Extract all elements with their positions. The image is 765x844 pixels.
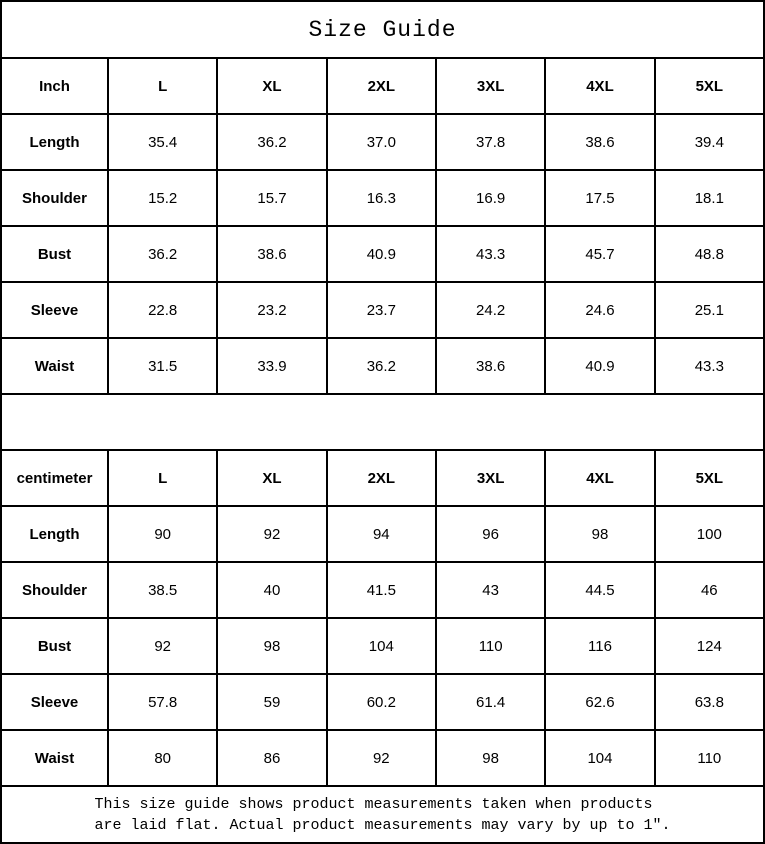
measurement-cell: 124: [655, 618, 764, 674]
measurement-cell: 35.4: [108, 114, 217, 170]
table-row-waist-cm: [1, 730, 764, 786]
measurement-cell: 22.8: [108, 282, 217, 338]
size-header-cell: 3XL: [436, 58, 545, 114]
measurement-cell: 24.2: [436, 282, 545, 338]
measurement-cell: 63.8: [655, 674, 764, 730]
row-label: Bust: [1, 226, 108, 282]
measurement-cell: 15.7: [217, 170, 326, 226]
size-header-cell: 4XL: [545, 450, 654, 506]
measurement-cell: 38.6: [436, 338, 545, 394]
size-header-cell: 2XL: [327, 58, 436, 114]
measurement-cell: 98: [217, 618, 326, 674]
measurement-cell: 17.5: [545, 170, 654, 226]
row-label: Sleeve: [1, 282, 108, 338]
size-header-cell: 4XL: [545, 58, 654, 114]
measurement-cell: 98: [545, 506, 654, 562]
table-row-bust-inch: [1, 226, 764, 282]
measurement-cell: 98: [436, 730, 545, 786]
table-row-sleeve-cm: [1, 674, 764, 730]
measurement-cell: 57.8: [108, 674, 217, 730]
measurement-cell: 38.6: [545, 114, 654, 170]
row-label: Length: [1, 114, 108, 170]
measurement-cell: 38.5: [108, 562, 217, 618]
measurement-cell: 44.5: [545, 562, 654, 618]
measurement-cell: 40: [217, 562, 326, 618]
measurement-cell: 43.3: [436, 226, 545, 282]
table-row-length-cm: [1, 506, 764, 562]
measurement-cell: 100: [655, 506, 764, 562]
measurement-cell: 39.4: [655, 114, 764, 170]
measurement-cell: 46: [655, 562, 764, 618]
measurement-cell: 92: [108, 618, 217, 674]
measurement-cell: 116: [545, 618, 654, 674]
unit-label-centimeter: centimeter: [1, 450, 108, 506]
measurement-cell: 62.6: [545, 674, 654, 730]
measurement-cell: 90: [108, 506, 217, 562]
size-header-cell: 2XL: [327, 450, 436, 506]
footer-row: [1, 786, 764, 843]
size-header-cell: 5XL: [655, 450, 764, 506]
size-header-cell: XL: [217, 450, 326, 506]
measurement-cell: 96: [436, 506, 545, 562]
table-row-length-inch: [1, 114, 764, 170]
size-header-cell: XL: [217, 58, 326, 114]
measurement-cell: 36.2: [327, 338, 436, 394]
measurement-cell: 25.1: [655, 282, 764, 338]
footer-note-line-1: This size guide shows product measurements taken when products: [94, 795, 653, 813]
measurement-cell: 86: [217, 730, 326, 786]
page-title: Size Guide: [1, 1, 764, 58]
measurement-cell: 45.7: [545, 226, 654, 282]
measurement-cell: 104: [327, 618, 436, 674]
measurement-cell: 18.1: [655, 170, 764, 226]
measurement-cell: 60.2: [327, 674, 436, 730]
size-header-cell: L: [108, 450, 217, 506]
measurement-cell: 36.2: [108, 226, 217, 282]
measurement-cell: 43.3: [655, 338, 764, 394]
measurement-cell: 59: [217, 674, 326, 730]
measurement-cell: 24.6: [545, 282, 654, 338]
measurement-cell: 41.5: [327, 562, 436, 618]
measurement-cell: 104: [545, 730, 654, 786]
footer-note-line-2: are laid flat. Actual product measurements may vary by up to 1″.: [94, 816, 671, 834]
measurement-cell: 40.9: [545, 338, 654, 394]
row-label: Length: [1, 506, 108, 562]
measurement-cell: 31.5: [108, 338, 217, 394]
measurement-cell: 94: [327, 506, 436, 562]
cm-header-row: [1, 450, 764, 506]
size-header-cell: 5XL: [655, 58, 764, 114]
row-label: Waist: [1, 730, 108, 786]
inch-header-row: [1, 58, 764, 114]
size-header-cell: 3XL: [436, 450, 545, 506]
measurement-cell: 43: [436, 562, 545, 618]
table-row-shoulder-inch: [1, 170, 764, 226]
measurement-cell: 16.3: [327, 170, 436, 226]
title-row: [1, 1, 764, 58]
row-label: Bust: [1, 618, 108, 674]
spacer-cell: [1, 394, 764, 450]
measurement-cell: 37.8: [436, 114, 545, 170]
spacer-row: [1, 394, 764, 450]
measurement-cell: 92: [327, 730, 436, 786]
measurement-cell: 40.9: [327, 226, 436, 282]
measurement-cell: 110: [655, 730, 764, 786]
measurement-cell: 61.4: [436, 674, 545, 730]
measurement-cell: 23.7: [327, 282, 436, 338]
measurement-cell: 15.2: [108, 170, 217, 226]
table-row-shoulder-cm: [1, 562, 764, 618]
footer-note-text: [94, 794, 670, 836]
measurement-cell: 110: [436, 618, 545, 674]
measurement-cell: 38.6: [217, 226, 326, 282]
footer-note: [1, 786, 764, 843]
row-label: Sleeve: [1, 674, 108, 730]
row-label: Shoulder: [1, 170, 108, 226]
measurement-cell: 33.9: [217, 338, 326, 394]
table-row-sleeve-inch: [1, 282, 764, 338]
size-header-cell: L: [108, 58, 217, 114]
table-row-bust-cm: [1, 618, 764, 674]
measurement-cell: 80: [108, 730, 217, 786]
measurement-cell: 48.8: [655, 226, 764, 282]
table-row-waist-inch: [1, 338, 764, 394]
measurement-cell: 16.9: [436, 170, 545, 226]
measurement-cell: 92: [217, 506, 326, 562]
measurement-cell: 23.2: [217, 282, 326, 338]
measurement-cell: 36.2: [217, 114, 326, 170]
measurement-cell: 37.0: [327, 114, 436, 170]
row-label: Shoulder: [1, 562, 108, 618]
unit-label-inch: Inch: [1, 58, 108, 114]
row-label: Waist: [1, 338, 108, 394]
